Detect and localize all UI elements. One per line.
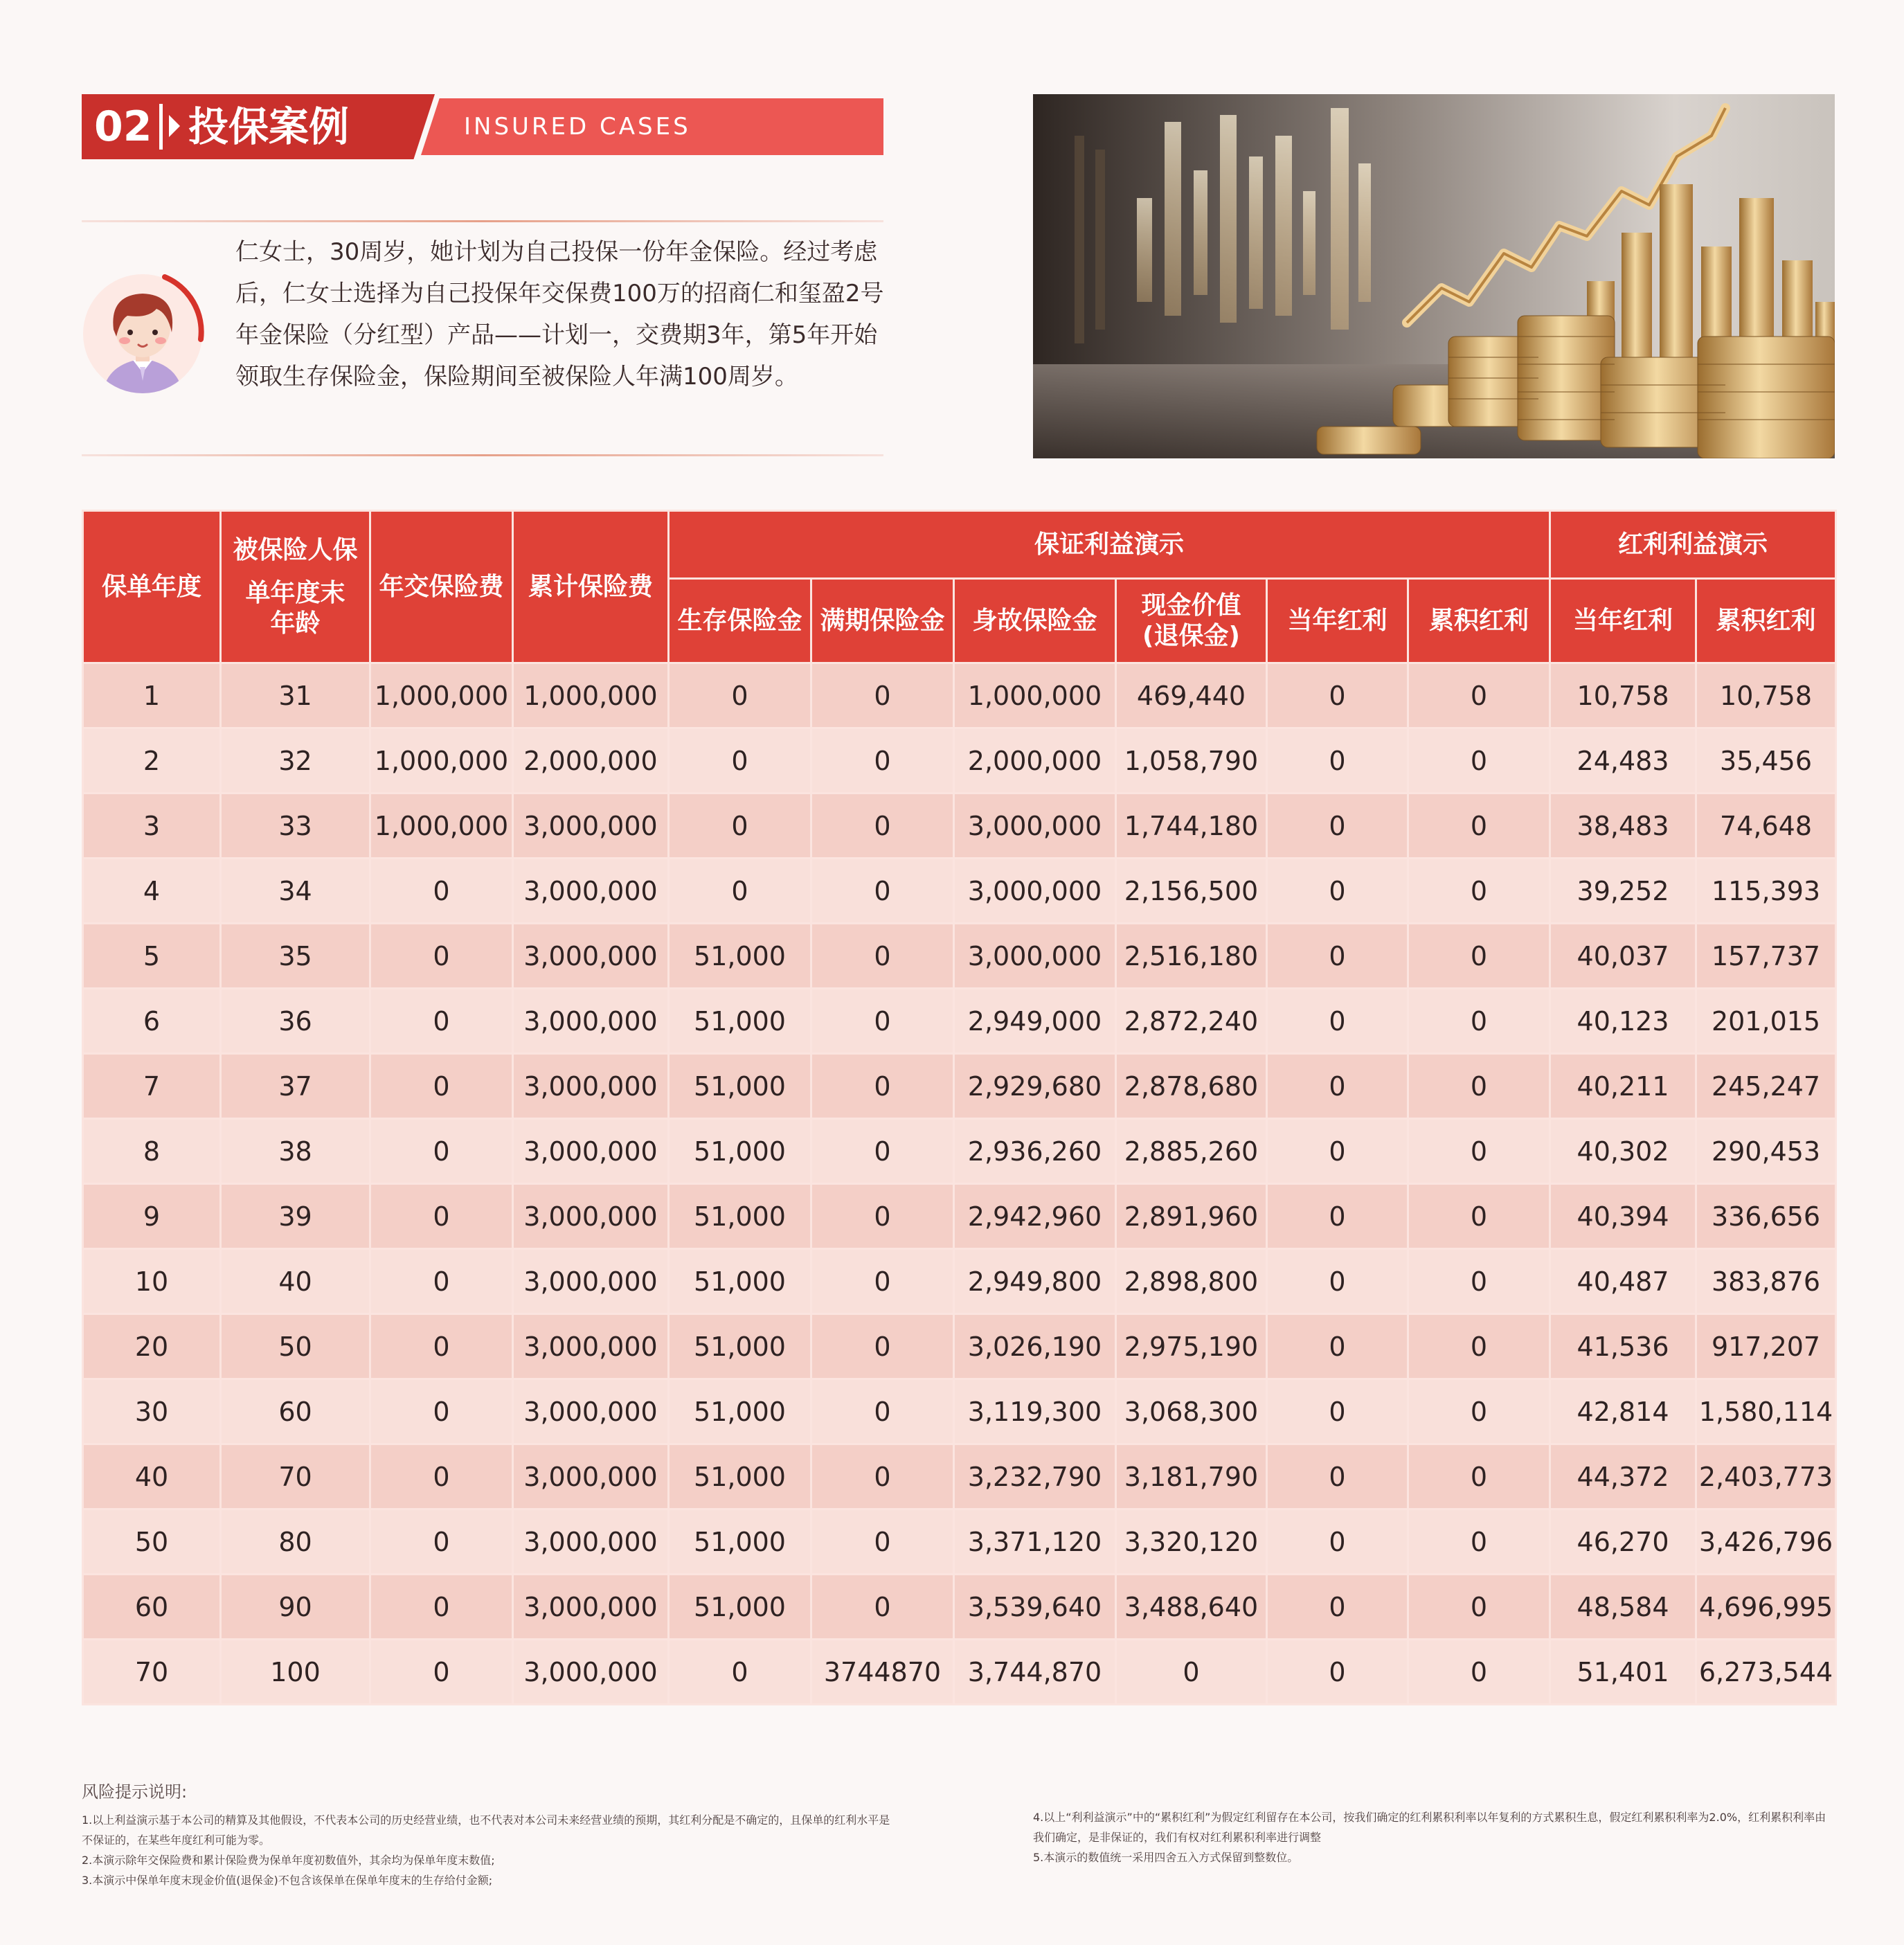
cell-maturity-benefit: 0 [811,1444,954,1509]
cell-survival-benefit: 51,000 [669,1509,811,1575]
header-cash-value-line1: 现金价值 [1141,591,1241,620]
risk-note-4: 4.以上“利利益演示”中的“累积红利”为假定红利留存在本公司，按我们确定的红利累积利率以年复利的方式累积生息，假定红利累积利率为2.0%，红利累积利率由我们确定，是非保证的，我们有权对红利累积利率进行调整 [1033,1811,1826,1844]
cell-g-current-dividend: 0 [1267,1054,1408,1119]
cell-g-current-dividend: 0 [1267,924,1408,989]
cell-g-current-dividend: 0 [1267,859,1408,924]
cell-death-benefit: 3,026,190 [954,1314,1116,1379]
cell-d-current-dividend: 44,372 [1550,1444,1696,1509]
cell-g-current-dividend: 0 [1267,1575,1408,1640]
table-row [83,989,1836,1054]
cell-d-current-dividend: 40,123 [1550,989,1696,1054]
cell-insured-age: 32 [221,728,370,794]
table-row [83,859,1836,924]
cell-g-current-dividend: 0 [1267,1379,1408,1444]
cell-survival-benefit: 51,000 [669,1444,811,1509]
cell-d-current-dividend: 41,536 [1550,1314,1696,1379]
cell-insured-age: 50 [221,1314,370,1379]
cell-maturity-benefit: 0 [811,989,954,1054]
cell-cumulative-premium: 3,000,000 [513,1184,669,1249]
cell-insured-age: 34 [221,859,370,924]
cell-d-current-dividend: 10,758 [1550,663,1696,728]
cell-annual-premium: 0 [370,924,513,989]
cell-death-benefit: 2,936,260 [954,1119,1116,1184]
cell-annual-premium: 0 [370,1184,513,1249]
cell-maturity-benefit: 0 [811,1314,954,1379]
woman-avatar-icon [82,270,208,396]
financial-growth-photo [1033,94,1835,458]
cell-survival-benefit: 51,000 [669,1379,811,1444]
header-insured-age [221,511,370,663]
cell-survival-benefit: 51,000 [669,1184,811,1249]
table-row [83,663,1836,728]
cell-d-cumulative-dividend: 74,648 [1696,794,1836,859]
cell-cumulative-premium: 3,000,000 [513,1054,669,1119]
risk-notes-right [1033,1807,1835,1867]
cell-maturity-benefit: 0 [811,794,954,859]
cell-cash-value: 3,068,300 [1116,1379,1267,1444]
cell-g-current-dividend: 0 [1267,1314,1408,1379]
cell-insured-age: 35 [221,924,370,989]
cell-g-current-dividend: 0 [1267,1119,1408,1184]
cell-insured-age: 36 [221,989,370,1054]
cell-g-current-dividend: 0 [1267,989,1408,1054]
cell-insured-age: 40 [221,1249,370,1314]
cell-annual-premium: 0 [370,1119,513,1184]
cell-g-current-dividend: 0 [1267,794,1408,859]
cell-survival-benefit: 0 [669,794,811,859]
header-cash-value [1116,579,1267,663]
table-row [83,1184,1836,1249]
cell-maturity-benefit: 0 [811,859,954,924]
cell-cash-value: 469,440 [1116,663,1267,728]
cell-g-cumulative-dividend: 0 [1408,859,1550,924]
cell-cash-value: 2,885,260 [1116,1119,1267,1184]
cell-g-cumulative-dividend: 0 [1408,1640,1550,1705]
header-insured-age-line3: 年龄 [270,609,321,638]
cell-d-cumulative-dividend: 383,876 [1696,1249,1836,1314]
cell-g-cumulative-dividend: 0 [1408,1249,1550,1314]
cell-g-current-dividend: 0 [1267,1444,1408,1509]
benefit-table-wrapper [82,510,1835,1705]
cell-policy-year: 1 [83,663,221,728]
cell-cash-value: 2,872,240 [1116,989,1267,1054]
cell-cash-value: 2,898,800 [1116,1249,1267,1314]
cell-maturity-benefit: 0 [811,1379,954,1444]
table-row [83,1575,1836,1640]
cell-cumulative-premium: 3,000,000 [513,924,669,989]
cell-d-cumulative-dividend: 10,758 [1696,663,1836,728]
risk-note-3: 3.本演示中保单年度末现金价值(退保金)不包含该保单在保单年度末的生存给付金额; [82,1874,493,1887]
cell-death-benefit: 3,232,790 [954,1444,1116,1509]
play-arrow-icon [169,115,180,137]
section-divider [159,104,163,150]
cell-cash-value: 2,891,960 [1116,1184,1267,1249]
cell-cumulative-premium: 3,000,000 [513,859,669,924]
cell-insured-age: 80 [221,1509,370,1575]
cell-cash-value: 1,744,180 [1116,794,1267,859]
cell-d-cumulative-dividend: 35,456 [1696,728,1836,794]
cell-insured-age: 33 [221,794,370,859]
section-title: 投保案例 [188,103,350,150]
cell-death-benefit: 2,949,800 [954,1249,1116,1314]
cell-cash-value: 2,516,180 [1116,924,1267,989]
cell-death-benefit: 3,119,300 [954,1379,1116,1444]
cell-d-current-dividend: 24,483 [1550,728,1696,794]
cell-d-current-dividend: 39,252 [1550,859,1696,924]
cell-g-cumulative-dividend: 0 [1408,924,1550,989]
cell-maturity-benefit: 0 [811,1119,954,1184]
cell-d-cumulative-dividend: 917,207 [1696,1314,1836,1379]
table-row [83,1509,1836,1575]
cell-g-current-dividend: 0 [1267,1640,1408,1705]
cell-d-current-dividend: 40,037 [1550,924,1696,989]
table-row [83,1379,1836,1444]
cell-cumulative-premium: 3,000,000 [513,1314,669,1379]
cell-d-cumulative-dividend: 6,273,544 [1696,1640,1836,1705]
cell-g-cumulative-dividend: 0 [1408,1444,1550,1509]
cell-g-cumulative-dividend: 0 [1408,663,1550,728]
cell-d-current-dividend: 46,270 [1550,1509,1696,1575]
cell-policy-year: 3 [83,794,221,859]
table-row [83,728,1836,794]
cell-maturity-benefit: 0 [811,1054,954,1119]
cell-survival-benefit: 51,000 [669,1314,811,1379]
cell-g-cumulative-dividend: 0 [1408,1509,1550,1575]
cell-maturity-benefit: 3744870 [811,1640,954,1705]
cell-policy-year: 8 [83,1119,221,1184]
cell-annual-premium: 0 [370,1444,513,1509]
cell-cumulative-premium: 3,000,000 [513,1640,669,1705]
cell-policy-year: 40 [83,1444,221,1509]
cell-death-benefit: 3,539,640 [954,1575,1116,1640]
header-insured-age-line2: 单年度末 [245,578,345,607]
cell-d-cumulative-dividend: 1,580,114 [1696,1379,1836,1444]
cell-cash-value: 3,181,790 [1116,1444,1267,1509]
cell-maturity-benefit: 0 [811,1575,954,1640]
cell-d-cumulative-dividend: 157,737 [1696,924,1836,989]
section-subtitle: INSURED CASES [464,113,691,141]
cell-g-current-dividend: 0 [1267,1249,1408,1314]
cell-insured-age: 70 [221,1444,370,1509]
cell-insured-age: 31 [221,663,370,728]
cell-cumulative-premium: 3,000,000 [513,989,669,1054]
cell-death-benefit: 2,000,000 [954,728,1116,794]
header-d-current-dividend: 当年红利 [1550,579,1696,663]
cell-maturity-benefit: 0 [811,728,954,794]
cell-policy-year: 50 [83,1509,221,1575]
cell-survival-benefit: 0 [669,728,811,794]
cell-d-current-dividend: 42,814 [1550,1379,1696,1444]
cell-insured-age: 37 [221,1054,370,1119]
cell-policy-year: 20 [83,1314,221,1379]
cell-d-cumulative-dividend: 3,426,796 [1696,1509,1836,1575]
header-guaranteed-group: 保证利益演示 [669,511,1550,579]
header-insured-age-line1: 被保险人保 [233,535,358,564]
cell-d-current-dividend: 38,483 [1550,794,1696,859]
coins-chart-illustration [1033,94,1835,458]
cell-survival-benefit: 51,000 [669,1119,811,1184]
cell-d-current-dividend: 48,584 [1550,1575,1696,1640]
cell-g-cumulative-dividend: 0 [1408,989,1550,1054]
table-row [83,1640,1836,1705]
cell-d-cumulative-dividend: 201,015 [1696,989,1836,1054]
cell-d-current-dividend: 51,401 [1550,1640,1696,1705]
cell-annual-premium: 0 [370,1509,513,1575]
risk-note-5: 5.本演示的数值统一采用四舍五入方式保留到整数位。 [1033,1851,1299,1864]
table-body [83,663,1836,1705]
cell-d-cumulative-dividend: 245,247 [1696,1054,1836,1119]
cell-g-current-dividend: 0 [1267,1184,1408,1249]
cell-g-cumulative-dividend: 0 [1408,1119,1550,1184]
cell-annual-premium: 1,000,000 [370,794,513,859]
cell-cash-value: 1,058,790 [1116,728,1267,794]
cell-cumulative-premium: 1,000,000 [513,663,669,728]
cell-d-cumulative-dividend: 336,656 [1696,1184,1836,1249]
cell-policy-year: 70 [83,1640,221,1705]
cell-g-cumulative-dividend: 0 [1408,1314,1550,1379]
cell-cash-value: 0 [1116,1640,1267,1705]
cell-death-benefit: 3,744,870 [954,1640,1116,1705]
cell-survival-benefit: 51,000 [669,1249,811,1314]
header-d-cumulative-dividend: 累积红利 [1696,579,1836,663]
cell-annual-premium: 1,000,000 [370,728,513,794]
cell-death-benefit: 3,371,120 [954,1509,1116,1575]
risk-note-1: 1.以上利益演示基于本公司的精算及其他假设，不代表本公司的历史经营业绩，也不代表对本公司未来经营业绩的预期，其红利分配是不确定的，且保单的红利水平是不保证的，在某些年度红利可能为零。 [82,1813,890,1847]
cell-g-cumulative-dividend: 0 [1408,1184,1550,1249]
cell-cumulative-premium: 3,000,000 [513,1509,669,1575]
section-banner [82,94,883,159]
cell-death-benefit: 2,929,680 [954,1054,1116,1119]
intro-top-rule [82,220,883,222]
cell-d-cumulative-dividend: 115,393 [1696,859,1836,924]
cell-insured-age: 38 [221,1119,370,1184]
cell-death-benefit: 3,000,000 [954,859,1116,924]
cell-annual-premium: 0 [370,1379,513,1444]
cell-policy-year: 9 [83,1184,221,1249]
cell-annual-premium: 0 [370,1314,513,1379]
header-death-benefit: 身故保险金 [954,579,1116,663]
cell-maturity-benefit: 0 [811,924,954,989]
cell-annual-premium: 0 [370,1249,513,1314]
cell-g-current-dividend: 0 [1267,663,1408,728]
cell-g-current-dividend: 0 [1267,1509,1408,1575]
table-row [83,1054,1836,1119]
cell-g-cumulative-dividend: 0 [1408,794,1550,859]
header-cumulative-premium: 累计保险费 [513,511,669,663]
cell-cumulative-premium: 3,000,000 [513,1575,669,1640]
cell-cumulative-premium: 3,000,000 [513,1379,669,1444]
cell-policy-year: 10 [83,1249,221,1314]
cell-maturity-benefit: 0 [811,1184,954,1249]
table-row [83,924,1836,989]
cell-survival-benefit: 51,000 [669,1575,811,1640]
cell-cash-value: 3,488,640 [1116,1575,1267,1640]
cell-cash-value: 3,320,120 [1116,1509,1267,1575]
header-maturity-benefit: 满期保险金 [811,579,954,663]
cell-g-cumulative-dividend: 0 [1408,1054,1550,1119]
benefit-illustration-table [82,510,1837,1705]
cell-death-benefit: 2,949,000 [954,989,1116,1054]
header-dividend-group: 红利利益演示 [1550,511,1836,579]
intro-bottom-rule [82,454,883,456]
cell-survival-benefit: 0 [669,663,811,728]
cell-cash-value: 2,156,500 [1116,859,1267,924]
cell-death-benefit: 3,000,000 [954,924,1116,989]
cell-death-benefit: 2,942,960 [954,1184,1116,1249]
header-g-current-dividend: 当年红利 [1267,579,1408,663]
cell-death-benefit: 1,000,000 [954,663,1116,728]
cell-d-cumulative-dividend: 4,696,995 [1696,1575,1836,1640]
cell-cash-value: 2,975,190 [1116,1314,1267,1379]
cell-policy-year: 2 [83,728,221,794]
table-row [83,794,1836,859]
cell-policy-year: 30 [83,1379,221,1444]
cell-maturity-benefit: 0 [811,663,954,728]
cell-d-current-dividend: 40,211 [1550,1054,1696,1119]
cell-annual-premium: 0 [370,1575,513,1640]
cell-insured-age: 100 [221,1640,370,1705]
cell-d-current-dividend: 40,394 [1550,1184,1696,1249]
table-row [83,1119,1836,1184]
cell-annual-premium: 0 [370,989,513,1054]
cell-cumulative-premium: 2,000,000 [513,728,669,794]
risk-notes-left [82,1810,895,1890]
case-description: 仁女士，30周岁，她计划为自己投保一份年金保险。经过考虑后，仁女士选择为自己投保年交保费100万的招商仁和玺盈2号年金保险（分红型）产品——计划一，交费期3年，第5年开始领取生存保险金，保险期间至被保险人年满100周岁。 [235,238,884,391]
table-row [83,1249,1836,1314]
cell-survival-benefit: 51,000 [669,924,811,989]
section-number: 02 [94,102,152,151]
cell-cash-value: 2,878,680 [1116,1054,1267,1119]
cell-survival-benefit: 0 [669,1640,811,1705]
cell-cumulative-premium: 3,000,000 [513,1119,669,1184]
risk-notes-title: 风险提示说明: [82,1782,188,1802]
cell-d-cumulative-dividend: 2,403,773 [1696,1444,1836,1509]
cell-policy-year: 4 [83,859,221,924]
header-g-cumulative-dividend: 累积红利 [1408,579,1550,663]
cell-policy-year: 5 [83,924,221,989]
cell-cumulative-premium: 3,000,000 [513,794,669,859]
cell-annual-premium: 1,000,000 [370,663,513,728]
cell-maturity-benefit: 0 [811,1249,954,1314]
cell-death-benefit: 3,000,000 [954,794,1116,859]
cell-insured-age: 39 [221,1184,370,1249]
cell-insured-age: 60 [221,1379,370,1444]
cell-insured-age: 90 [221,1575,370,1640]
risk-note-2: 2.本演示除年交保险费和累计保险费为保单年度初数值外，其余均为保单年度末数值; [82,1854,495,1867]
header-survival-benefit: 生存保险金 [669,579,811,663]
cell-d-current-dividend: 40,302 [1550,1119,1696,1184]
cell-annual-premium: 0 [370,859,513,924]
cell-d-cumulative-dividend: 290,453 [1696,1119,1836,1184]
header-policy-year: 保单年度 [83,511,221,663]
table-row [83,1314,1836,1379]
cell-cumulative-premium: 3,000,000 [513,1249,669,1314]
cell-d-current-dividend: 40,487 [1550,1249,1696,1314]
cell-g-cumulative-dividend: 0 [1408,1575,1550,1640]
cell-survival-benefit: 51,000 [669,989,811,1054]
cell-g-cumulative-dividend: 0 [1408,728,1550,794]
cell-survival-benefit: 51,000 [669,1054,811,1119]
table-row [83,1444,1836,1509]
cell-policy-year: 7 [83,1054,221,1119]
cell-annual-premium: 0 [370,1640,513,1705]
cell-cumulative-premium: 3,000,000 [513,1444,669,1509]
cell-maturity-benefit: 0 [811,1509,954,1575]
avatar [82,270,208,396]
cell-g-current-dividend: 0 [1267,728,1408,794]
cell-policy-year: 6 [83,989,221,1054]
cell-survival-benefit: 0 [669,859,811,924]
header-annual-premium: 年交保险费 [370,511,513,663]
cell-policy-year: 60 [83,1575,221,1640]
cell-g-cumulative-dividend: 0 [1408,1379,1550,1444]
header-cash-value-line2: (退保金) [1142,621,1240,650]
cell-annual-premium: 0 [370,1054,513,1119]
